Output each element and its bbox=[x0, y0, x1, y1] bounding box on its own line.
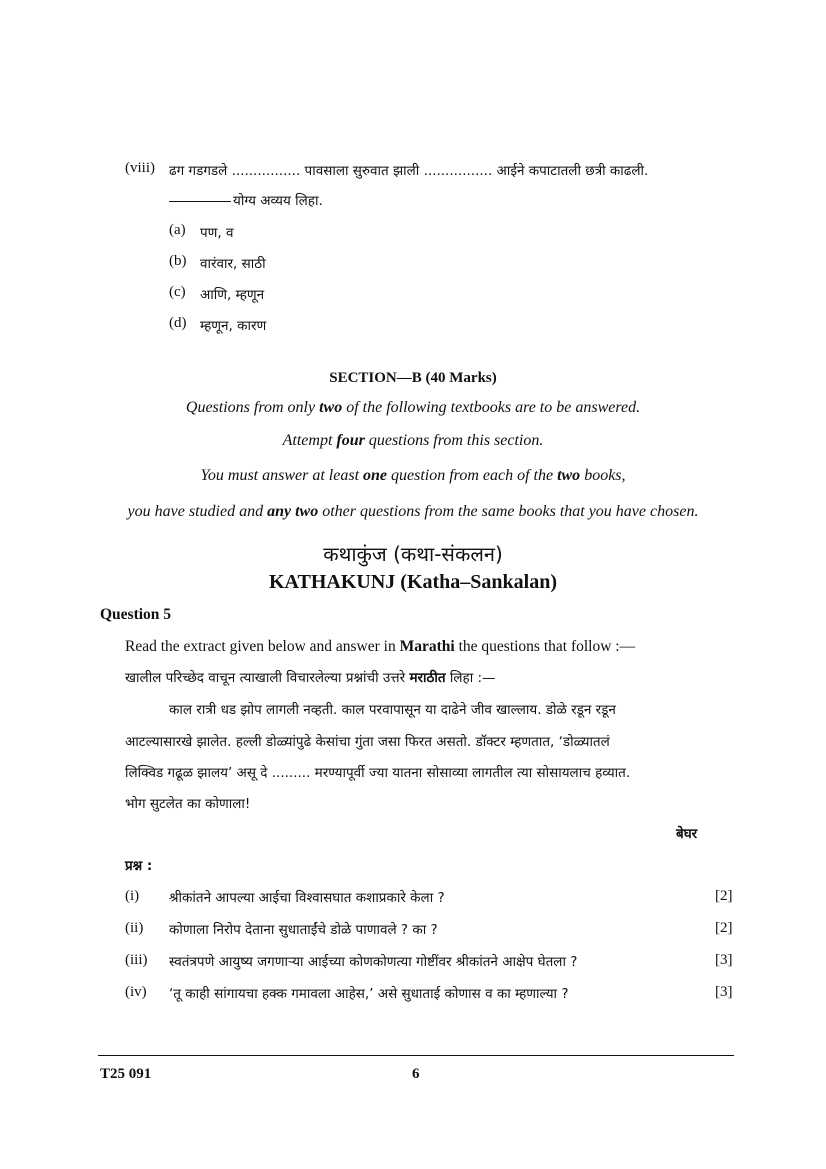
option-text: पण, व bbox=[200, 225, 234, 241]
question-heading: Question 5 bbox=[100, 606, 172, 623]
subquestion-label: (iii) bbox=[125, 952, 148, 968]
question-number: (viii) bbox=[125, 160, 155, 176]
subquestion-label: (i) bbox=[125, 888, 140, 904]
subquestion-label: (iv) bbox=[125, 984, 147, 1000]
section-instruction: You must answer at least one question from each of the two books, bbox=[200, 467, 626, 484]
section-instruction: Questions from only two of the following textbooks are to be answered. bbox=[185, 399, 641, 416]
extract-line: भोग सुटलेत का कोणाला! bbox=[125, 796, 251, 812]
subquestion-text: ‘तू काही सांगायचा हक्क गमावला आहेस,’ असे सुधाताई कोणास व का म्हणाल्या ? bbox=[169, 986, 569, 1002]
book-title-marathi: कथाकुंज (कथा-संकलन) bbox=[323, 542, 503, 566]
option-label: (b) bbox=[169, 253, 187, 269]
footer-divider bbox=[98, 1055, 734, 1056]
marks: [3] bbox=[715, 984, 733, 1000]
section-title: SECTION—B (40 Marks) bbox=[329, 370, 497, 386]
marks: [2] bbox=[715, 920, 733, 936]
instruction-english: Read the extract given below and answer in Marathi the questions that follow :— bbox=[125, 638, 636, 655]
blank-line bbox=[169, 201, 231, 202]
question-text: ढग गडगडले ................ पावसाला सुरुवात झाली ................ आईने कपाटातली छत्री काढली. bbox=[169, 163, 649, 179]
subquestion-text: कोणाला निरोप देताना सुधाताईंचे डोळे पाणावले ? का ? bbox=[169, 922, 438, 938]
option-label: (d) bbox=[169, 315, 187, 331]
option-label: (c) bbox=[169, 284, 186, 300]
option-text: म्हणून, कारण bbox=[200, 318, 267, 334]
section-instruction: you have studied and any two other questions from the same books that you have chosen. bbox=[127, 503, 699, 520]
option-text: वारंवार, साठी bbox=[200, 256, 266, 272]
extract-line: काल रात्री धड झोप लागली नव्हती. काल परवापासून या दाढेने जीव खाल्लाय. डोळे रडून रडून bbox=[169, 702, 616, 718]
option-label: (a) bbox=[169, 222, 186, 238]
extract-source: बेघर bbox=[676, 826, 698, 842]
extract-line: आटल्यासारखे झालेत. हल्ली डोळ्यांपुढे केसांचा गुंता जसा फिरत असतो. डॉक्टर म्हणतात, ‘डोळ्यातलं bbox=[125, 734, 610, 750]
question-instruction: योग्य अव्यय लिहा. bbox=[169, 191, 323, 209]
option-text: आणि, म्हणून bbox=[200, 287, 265, 303]
marks: [2] bbox=[715, 888, 733, 904]
extract-line: लिक्विड गढूळ झालय’ असू दे ......... मरण्यापूर्वी ज्या यातना सोसाव्या लागतील त्या सोसायलाच हव्यात. bbox=[125, 765, 631, 781]
marks: [3] bbox=[715, 952, 733, 968]
paper-code: T25 091 bbox=[100, 1066, 152, 1082]
book-title-english: KATHAKUNJ (Katha–Sankalan) bbox=[268, 571, 557, 593]
page-number: 6 bbox=[412, 1066, 420, 1082]
instruction-marathi: खालील परिच्छेद वाचून त्याखाली विचारलेल्या प्रश्नांची उत्तरे मराठीत लिहा :— bbox=[125, 670, 496, 686]
section-instruction: Attempt four questions from this section. bbox=[282, 432, 544, 449]
subquestion-text: श्रीकांतने आपल्या आईचा विश्वासघात कशाप्रकारे केला ? bbox=[169, 890, 445, 906]
subquestion-text: स्वतंत्रपणे आयुष्य जगणाऱ्या आईच्या कोणकोणत्या गोष्टींवर श्रीकांतने आक्षेप घेतला ? bbox=[169, 954, 578, 970]
subquestion-label: (ii) bbox=[125, 920, 144, 936]
questions-label: प्रश्न : bbox=[125, 858, 153, 874]
